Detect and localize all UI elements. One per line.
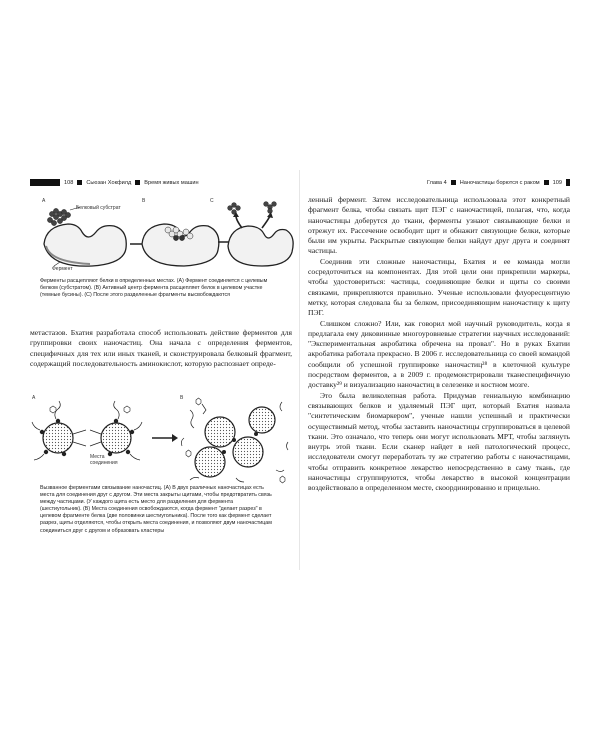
right-header-chapter: Глава 4 <box>426 179 447 186</box>
right-page-number: 109 <box>552 179 562 186</box>
right-header-chapter-title: Наночастицы борются с раком <box>459 179 540 186</box>
left-paragraph: метастазов. Бхатия разработала способ использовать действие ферментов для группировки своих наночастиц. Она начала с определения ферментов, специфичных для тех или иных тканей, и сконструировала белковый фрагмент, содержащий последовательность аминокислот, которую распознает опреде- <box>30 328 292 368</box>
fig1-enzyme-label: Фермент <box>52 266 73 272</box>
left-header-book-title: Время живых машин <box>144 179 199 186</box>
fig2-binding-sites-label: Места соединения <box>90 454 118 466</box>
figure-1-caption: Ферменты расщепляют белки в определенных местах. (A) Фермент соединяется с целевым белком (субстратом). (B) Активный центр фермента расщепляет белок в целевом участке (темные бусины). (C) После этого разделенные фрагменты высвобождаются <box>40 278 268 299</box>
header-bar <box>566 179 570 186</box>
fig1-substrate-label: Белковый субстрат <box>76 205 121 211</box>
book-spread <box>0 162 600 582</box>
fig1-panel-c-drawing <box>228 202 294 266</box>
header-separator <box>451 180 456 185</box>
left-body-text <box>30 328 292 369</box>
fig1-panel-a-drawing <box>44 207 158 266</box>
fig1-panel-a-label: A <box>42 198 46 204</box>
right-paragraph: Слишком сложно? Или, как говорил мой научный руководитель, когда я предлагала ему диковинные многоуровневые стратегии научных исследований: "Экспериментальная акробатика обречена на провал". Но в руках Бхатии акробатика работала прекрасно. В 2006 г. исследовательница со своей командой сообщили об успешной группировке наночастиц²⁸ в клеточной культуре посредством ферментов, а в 2009 г. продемонстрировали тканеспецифичную доставку²⁹ и визуализацию наночастиц в селезенке и костном мозге. <box>308 318 570 390</box>
fig1-panel-c-label: C <box>210 198 214 204</box>
figure-2-caption: Вызванное ферментами связывание наночастиц. (A) В двух различных наночастицах есть места для соединения друг с другом. Эти места закрыты щитами, чтобы предотвратить связь между частицами. (У каждого щита есть место для разделения для фермента (шестиугольник). (B) Места соединения освобождаются, когда фермент "делает разрез" в целевом фрагменте белка (две половинки шестиугольника). После того как фермент сделает разрез, щиты отделяются, чтобы открыть места соединения, и позволяют двум наночастицам соединиться друг с другом и образовать кластеры <box>40 485 272 534</box>
right-running-header <box>427 178 570 187</box>
right-body-text <box>308 195 570 494</box>
fig1-drawing <box>30 162 292 282</box>
fig2-panel-a-drawing <box>32 401 142 460</box>
right-paragraph: ленный фермент. Затем исследовательница использовала этот конкретный фрагмент белка, чтобы связать щит ПЭГ с наночастицей, полагая, что, когда наночастицы доберутся до ткани, ферменты узнают связывающие белки и отрежут их. Рассечение освободит щит и обнажит связующие белки, которые были им укрыты. Раскрытые связующие белки найдут друг друга и соединят частицы. <box>308 195 570 256</box>
fig2-panel-b-drawing <box>181 398 288 483</box>
left-header-author: Сьюзан Хокфилд <box>86 179 132 186</box>
fig1-panel-b-label: B <box>142 198 146 204</box>
fig2-panel-a-label: A <box>32 395 36 401</box>
left-page-number: 108 <box>64 179 74 186</box>
right-page <box>308 162 570 582</box>
left-page <box>30 162 292 582</box>
header-separator <box>544 180 549 185</box>
fig2-panel-b-label: B <box>180 395 184 401</box>
right-paragraph: Это была великолепная работа. Придумав гениальную комбинацию связывающих белков и удаляемый ПЭГ щит, который Бхатия назвала "синтетическим биомаркером", ученые нашли успешный и практически осуществимый метод, чтобы заставить наночастицы сгруппироваться в целевой ткани. Это означало, что теперь они могут использовать МРТ, чтобы заглянуть внутрь этой ткани. Если сканер найдет в ней патологический процесс, исследователи смогут переработать ту же стратегию работы с наночастицами, чтобы отправить конкретное лекарство непосредственно в саму ткань, где наночастицы сгруппируются, чтобы лекарство в высокой концентрации воздействовало в определенном месте, скоординированно и прицельно. <box>308 390 570 493</box>
right-paragraph: Соединив эти сложные наночастицы, Бхатия и ее команда могли сосредоточиться на компонентах. Для этой цели они прикрепили маркеры, чтобы удостовериться: частицы, соединяющие белки и щиты со своими связками, прикрепляются правильно. Ученые использовали флуоресцентную метку, которая следовала бы за белком, присоединяющим наночастицу к щиту ПЭГ. <box>308 256 570 318</box>
fig2-drawing <box>30 390 292 490</box>
fig1-panel-b-drawing <box>142 224 242 266</box>
